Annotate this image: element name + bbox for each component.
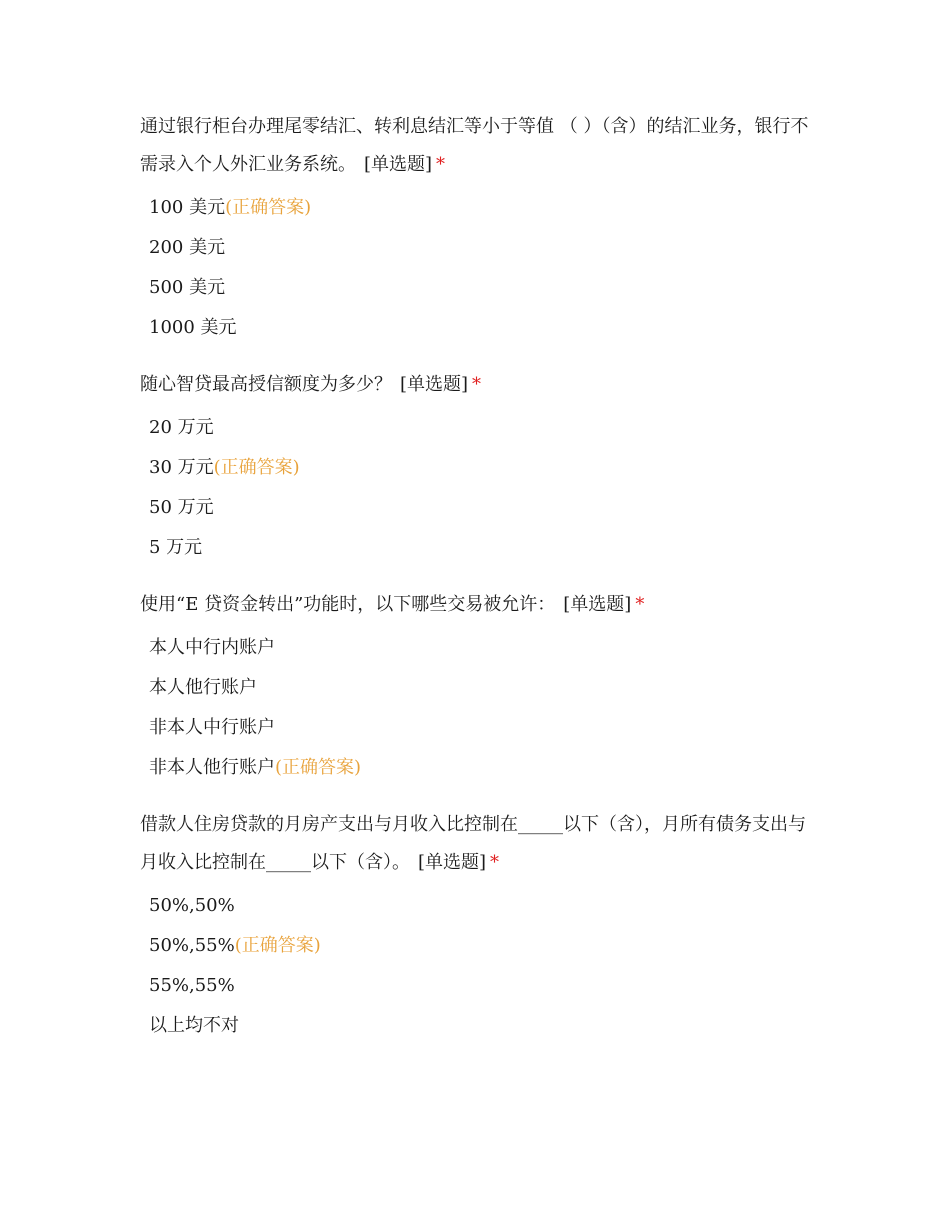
question-3 [140,586,810,788]
option-item[interactable] [140,188,810,228]
required-mark: * [436,154,446,175]
question-2 [140,366,810,568]
option-label: 100 美元 [149,197,226,218]
option-item[interactable] [140,966,810,1006]
option-label: 500 美元 [149,277,226,298]
option-list [140,408,810,568]
option-label: 以上均不对 [149,1015,239,1036]
option-item[interactable] [140,268,810,308]
option-item[interactable] [140,668,810,708]
question-stem: 使用“E 贷资金转出”功能时，以下哪些交易被允许： [140,594,556,615]
question-type-label: [单选题] [563,594,632,615]
question-stem: 随心智贷最高授信额度为多少？ [140,374,392,395]
option-label: 1000 美元 [149,317,237,338]
correct-answer-label: (正确答案) [225,197,312,218]
correct-answer-label: (正确答案) [234,935,321,956]
option-label: 200 美元 [149,237,226,258]
option-item[interactable] [140,228,810,268]
option-list [140,886,810,1046]
question-stem: 通过银行柜台办理尾零结汇、转利息结汇等小于等值 （ ）（含）的结汇业务，银行不需录入个人外汇业务系统。 [140,116,809,175]
question-text [140,108,810,184]
option-label: 非本人中行账户 [149,717,275,738]
option-list [140,188,810,348]
question-stem: 借款人住房贷款的月房产支出与月收入比控制在_____以下（含），月所有债务支出与月收入比控制在_____以下（含）。 [140,814,806,873]
question-text [140,366,810,404]
option-item[interactable] [140,708,810,748]
option-label: 本人中行内账户 [149,637,275,658]
question-4 [140,806,810,1046]
option-item[interactable] [140,748,810,788]
option-item[interactable] [140,1006,810,1046]
option-item[interactable] [140,528,810,568]
option-item[interactable] [140,488,810,528]
option-item[interactable] [140,628,810,668]
option-label: 20 万元 [149,417,214,438]
correct-answer-label: (正确答案) [275,757,362,778]
required-mark: * [490,852,500,873]
option-label: 55%,55% [149,975,235,996]
question-type-label: [单选题] [364,154,433,175]
question-1 [140,108,810,348]
option-label: 非本人他行账户 [149,757,275,778]
option-label: 本人他行账户 [149,677,257,698]
option-item[interactable] [140,448,810,488]
option-label: 50%,50% [149,895,235,916]
option-label: 50 万元 [149,497,214,518]
required-mark: * [472,374,482,395]
option-label: 50%,55% [149,935,235,956]
question-type-label: [单选题] [418,852,487,873]
correct-answer-label: (正确答案) [213,457,300,478]
quiz-page [140,108,810,1064]
question-text [140,806,810,882]
option-list [140,628,810,788]
option-item[interactable] [140,886,810,926]
option-label: 5 万元 [149,537,203,558]
option-label: 30 万元 [149,457,214,478]
option-item[interactable] [140,408,810,448]
option-item[interactable] [140,308,810,348]
required-mark: * [635,594,645,615]
question-text [140,586,810,624]
option-item[interactable] [140,926,810,966]
question-type-label: [单选题] [400,374,469,395]
